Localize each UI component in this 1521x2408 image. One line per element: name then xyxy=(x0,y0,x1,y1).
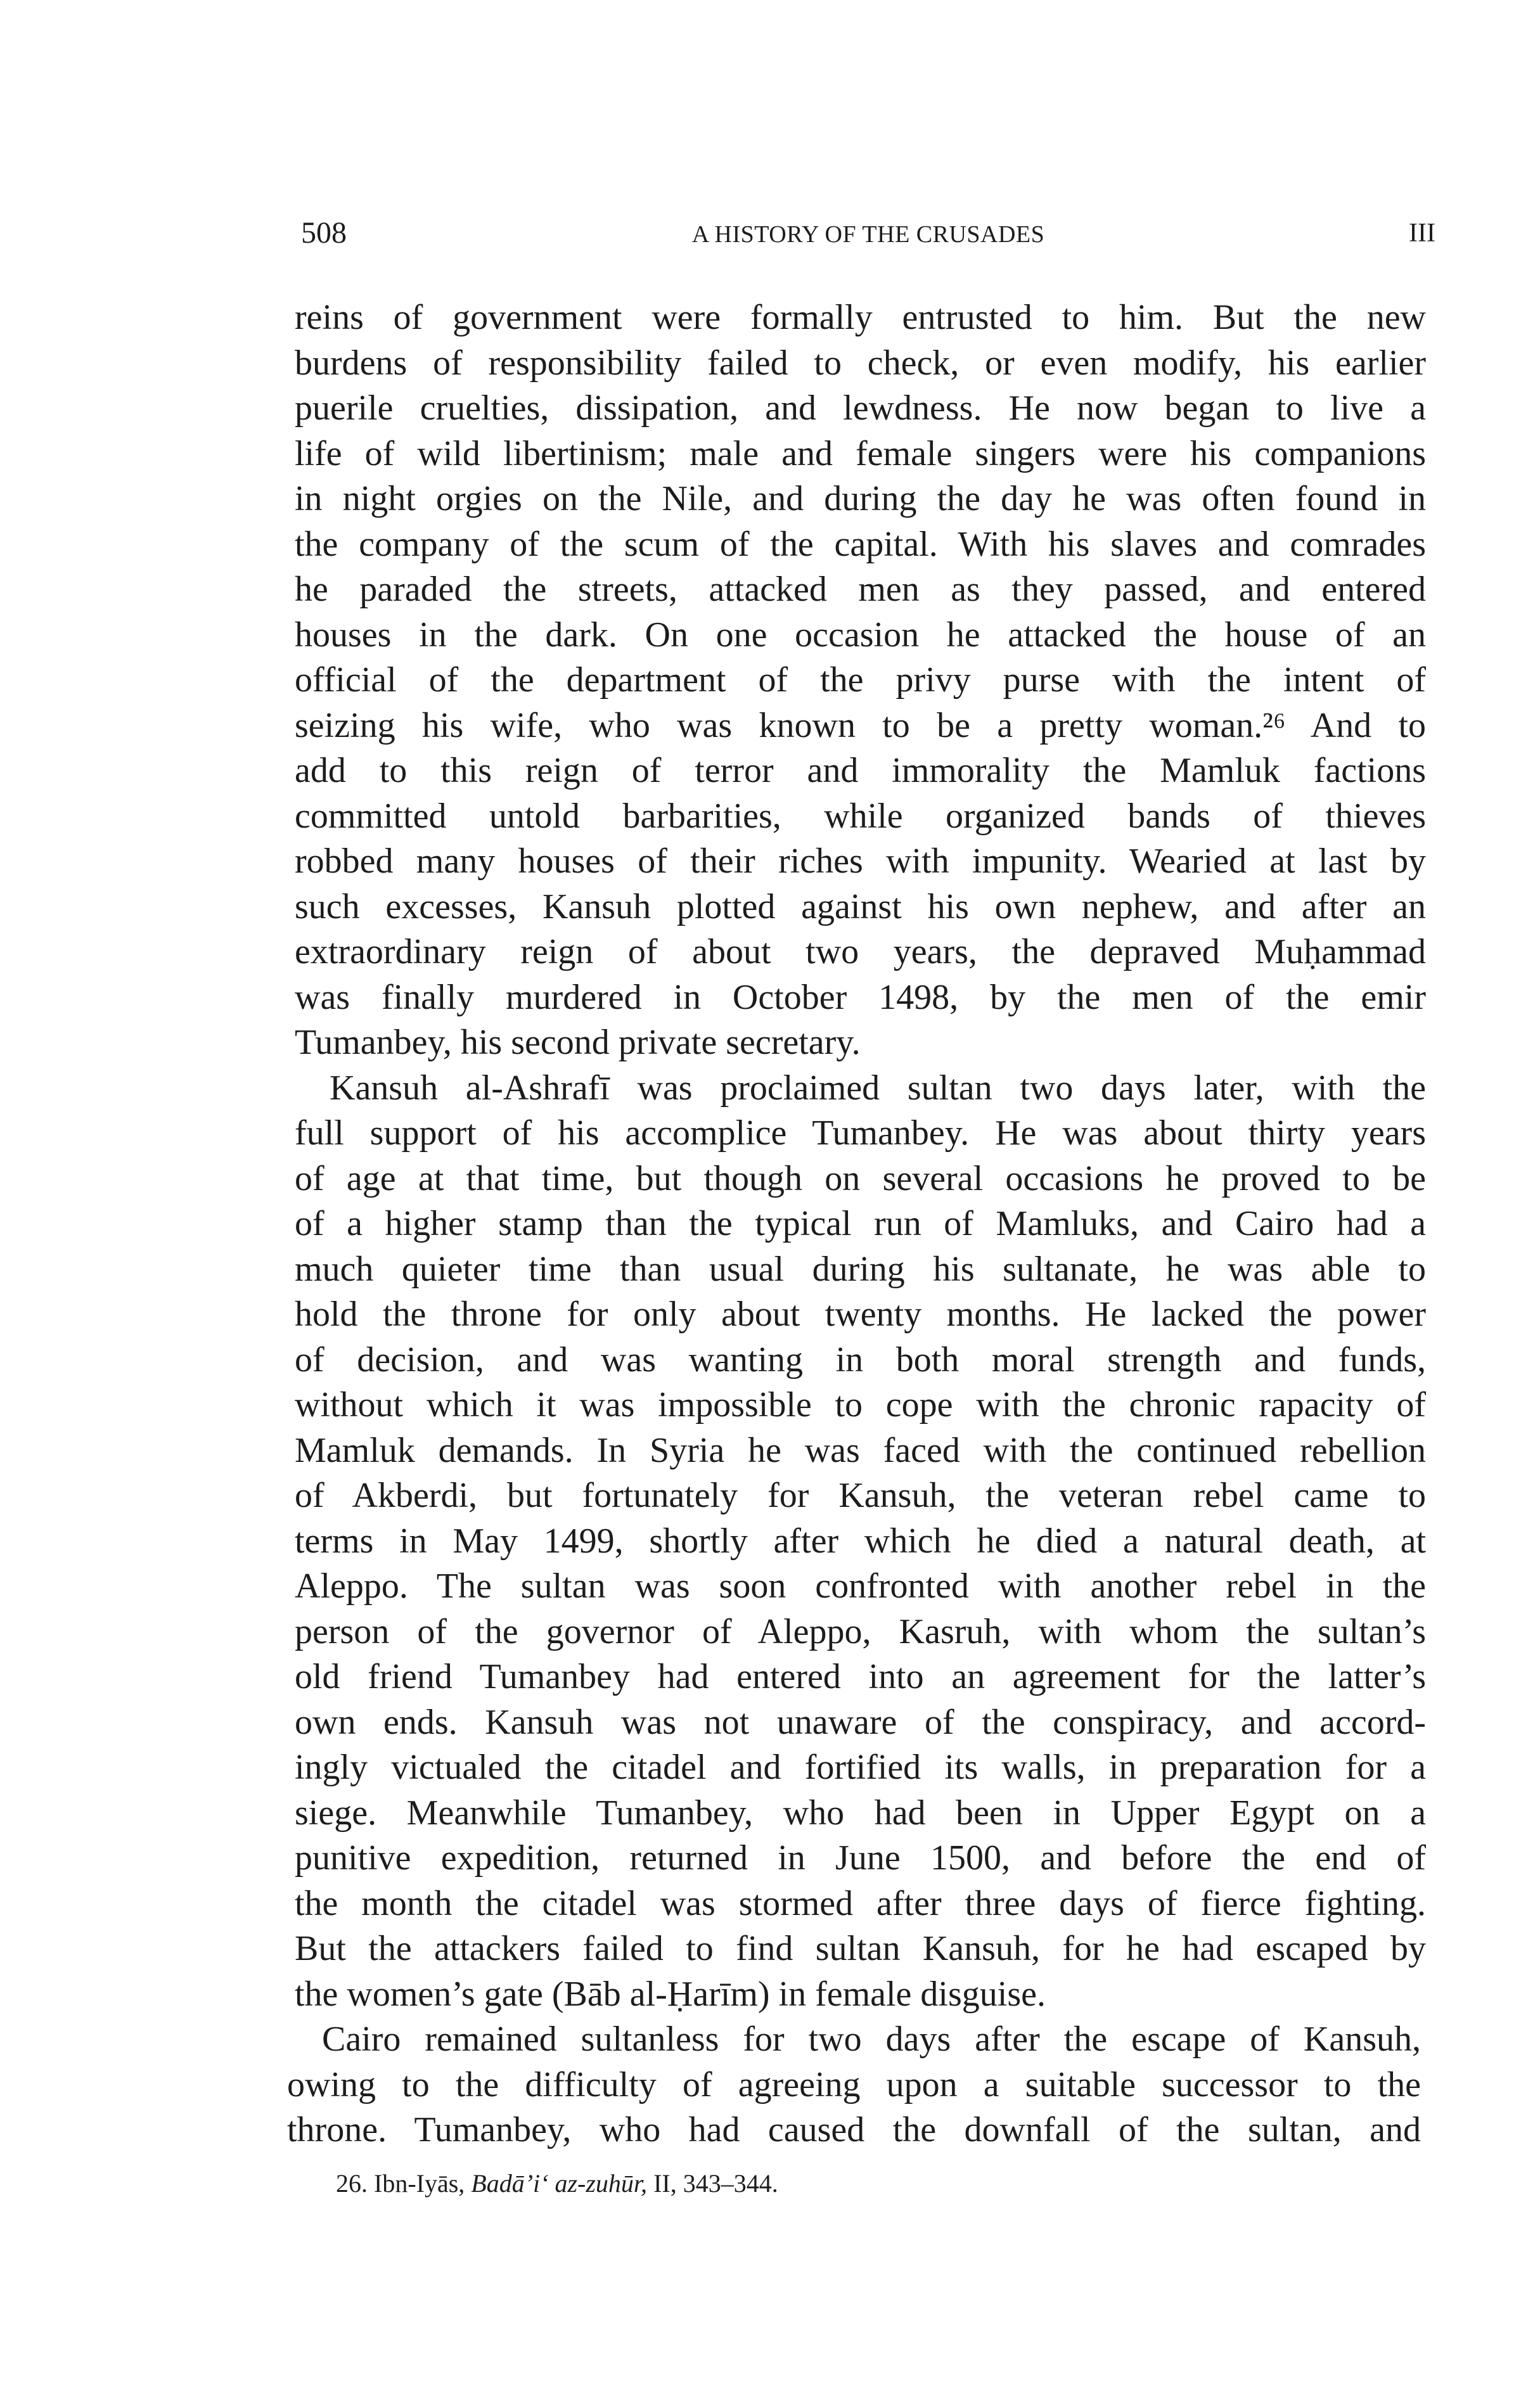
text-line: throne. Tumanbey, who had caused the downfall of the sultan, and xyxy=(287,2110,1421,2149)
page-header xyxy=(301,215,1435,253)
paragraph-3 xyxy=(287,2017,1421,2153)
text-line: the company of the scum of the capital. With his slaves and comrades xyxy=(295,524,1426,564)
text-line: punitive expedition, returned in June 1500, and before the end of xyxy=(295,1838,1426,1878)
text-line: committed untold barbarities, while organized bands of thieves xyxy=(295,796,1426,836)
paragraph-2 xyxy=(295,1066,1426,2018)
text-line: owing to the difficulty of agreeing upon a suitable successor to the xyxy=(287,2065,1421,2104)
text-line: houses in the dark. On one occasion he attacked the house of an xyxy=(295,615,1426,655)
text-line: the women’s gate (Bāb al-Ḥarīm) in female disguise. xyxy=(295,1974,1046,2014)
text-line: Cairo remained sultanless for two days after the escape of Kansuh, xyxy=(322,2020,1421,2059)
text-line: ingly victualed the citadel and fortified its walls, in preparation for a xyxy=(295,1748,1426,1787)
text-line: of age at that time, but though on several occasions he proved to be xyxy=(295,1158,1426,1198)
text-line: seizing his wife, who was known to be a pretty woman.²⁶ And to xyxy=(295,705,1426,745)
paragraph-1 xyxy=(295,295,1426,1066)
text-line: But the attackers failed to find sultan Kansuh, for he had escaped by xyxy=(295,1929,1426,1968)
running-head: A HISTORY OF THE CRUSADES xyxy=(691,221,1045,248)
text-line: own ends. Kansuh was not unaware of the conspiracy, and accord- xyxy=(295,1702,1426,1742)
text-line: Mamluk demands. In Syria he was faced with the continued rebellion xyxy=(295,1430,1426,1470)
text-line: Kansuh al-Ashrafī was proclaimed sultan two days later, with the xyxy=(330,1068,1426,1108)
text-line: full support of his accomplice Tumanbey. He was about thirty years xyxy=(295,1113,1426,1153)
footnote xyxy=(336,2168,778,2198)
body-text xyxy=(287,295,1426,2153)
text-line: was finally murdered in October 1498, by the men of the emir xyxy=(295,977,1426,1017)
text-line: of decision, and was wanting in both moral strength and funds, xyxy=(295,1340,1426,1380)
text-line: reins of government were formally entrusted to him. But the new xyxy=(295,298,1426,337)
text-line: the month the citadel was stormed after three days of fierce fighting. xyxy=(295,1883,1426,1923)
text-line: much quieter time than usual during his sultanate, he was able to xyxy=(295,1249,1426,1289)
text-line: terms in May 1499, shortly after which he died a natural death, at xyxy=(295,1521,1426,1561)
footnote-source: Badā’i‘ az-zuhūr, xyxy=(471,2169,648,2198)
text-line: Aleppo. The sultan was soon confronted with another rebel in the xyxy=(295,1566,1426,1606)
text-line: Tumanbey, his second private secretary. xyxy=(295,1023,861,1062)
page-number: 508 xyxy=(301,216,347,250)
footnote-number: 26. xyxy=(336,2169,368,2198)
text-line: in night orgies on the Nile, and during the day he was often found in xyxy=(295,479,1426,518)
text-line: robbed many houses of their riches with impunity. Wearied at last by xyxy=(295,842,1426,881)
chapter-number: III xyxy=(1409,219,1435,248)
text-line: siege. Meanwhile Tumanbey, who had been in Upper Egypt on a xyxy=(295,1793,1426,1833)
footnote-reference: II, 343–344. xyxy=(653,2169,778,2198)
text-line: hold the throne for only about twenty months. He lacked the power xyxy=(295,1295,1426,1334)
text-line: person of the governor of Aleppo, Kasruh, with whom the sultan’s xyxy=(295,1611,1426,1651)
text-line: without which it was impossible to cope with the chronic rapacity of xyxy=(295,1385,1426,1425)
text-line: add to this reign of terror and immorality the Mamluk factions xyxy=(295,751,1426,790)
text-line: life of wild libertinism; male and female singers were his companions xyxy=(295,433,1426,473)
text-line: extraordinary reign of about two years, the depraved Muḥammad xyxy=(295,932,1426,971)
text-line: official of the department of the privy purse with the intent of xyxy=(295,660,1426,700)
text-line: burdens of responsibility failed to check, or even modify, his earlier xyxy=(295,343,1426,383)
footnote-author: Ibn-Iyās, xyxy=(374,2169,465,2198)
text-line: he paraded the streets, attacked men as they passed, and entered xyxy=(295,570,1426,609)
text-line: old friend Tumanbey had entered into an agreement for the latter’s xyxy=(295,1657,1426,1696)
text-line: puerile cruelties, dissipation, and lewdness. He now began to live a xyxy=(295,388,1426,428)
text-line: of a higher stamp than the typical run of Mamluks, and Cairo had a xyxy=(295,1204,1426,1243)
text-line: such excesses, Kansuh plotted against his own nephew, and after an xyxy=(295,887,1426,926)
text-line: of Akberdi, but fortunately for Kansuh, the veteran rebel came to xyxy=(295,1476,1426,1515)
